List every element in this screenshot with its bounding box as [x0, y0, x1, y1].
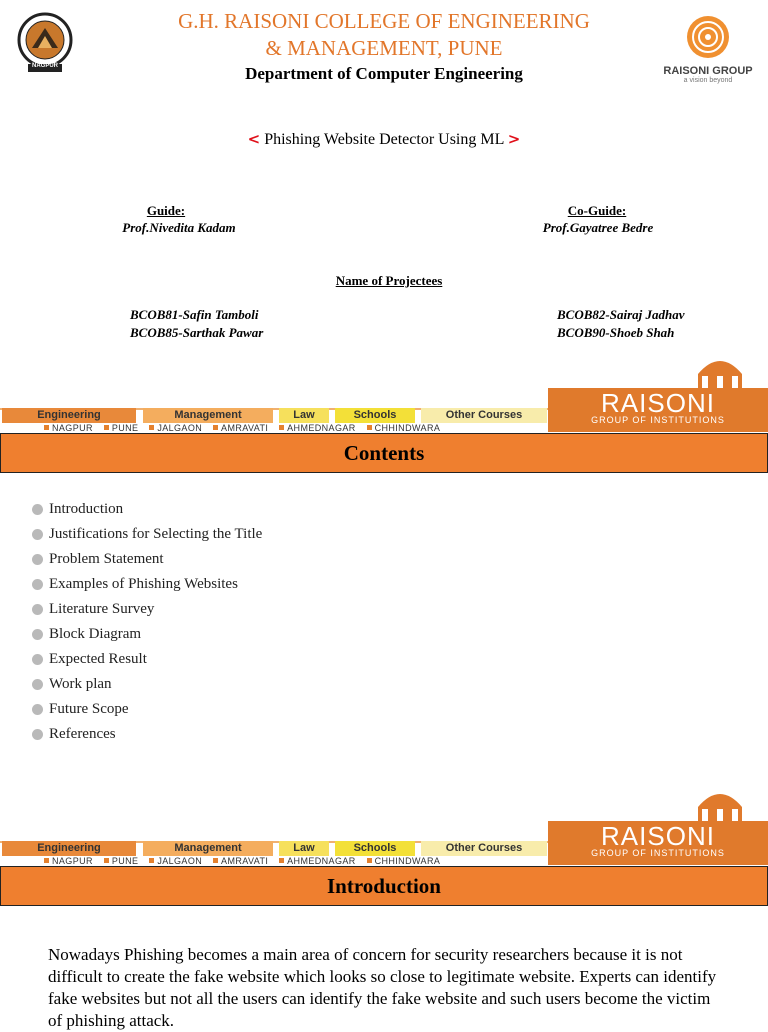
list-item — [32, 622, 262, 647]
close-angle: > — [507, 130, 521, 148]
list-item-label: Justifications for Selecting the Title — [49, 526, 263, 542]
list-item — [32, 597, 262, 622]
banner-tab-law: Law — [279, 841, 329, 856]
projectee-2: BCOB82-Sairaj Jadhav — [557, 307, 685, 322]
raisoni-banner — [0, 360, 768, 432]
raisoni-brand-sub: GROUP OF INSTITUTIONS — [591, 415, 725, 425]
banner-tab-other-courses: Other Courses — [421, 841, 547, 856]
open-angle: < — [247, 130, 261, 148]
dome-icon — [690, 783, 750, 823]
projectee-4: BCOB90-Shoeb Shah — [557, 325, 675, 340]
raisoni-banner — [0, 793, 768, 865]
college-title — [0, 8, 768, 62]
projectee-1: BCOB81-Safin Tamboli — [130, 307, 259, 322]
banner-tab-engineering: Engineering — [2, 841, 136, 856]
list-item — [32, 722, 262, 747]
banner-tab-engineering: Engineering — [2, 408, 136, 423]
list-item-label: Problem Statement — [49, 551, 164, 567]
raisoni-brand: RAISONI — [601, 821, 715, 851]
bullet-icon — [32, 579, 43, 590]
city: CHHINDWARA — [374, 423, 441, 433]
bullet-icon — [32, 729, 43, 740]
guide-label: Guide: — [146, 203, 186, 218]
introduction-body: Nowadays Phishing becomes a main area of concern for security researchers because it is not difficult to create the fake website which looks so close to legitimate website. Experts can identify fake websites but not all the users can identify the fake website and such users become the victim of phishing attack. — [48, 945, 717, 1030]
banner-tab-law: Law — [279, 408, 329, 423]
list-item-label: Introduction — [49, 501, 124, 517]
raisoni-group-name: RAISONI GROUP — [663, 65, 753, 77]
list-item-label: References — [49, 726, 116, 742]
list-item-label: Examples of Phishing Websites — [49, 576, 238, 592]
city: AHMEDNAGAR — [287, 423, 356, 433]
bullet-icon — [32, 704, 43, 715]
raisoni-brand-box — [548, 388, 768, 432]
bullet-icon — [32, 529, 43, 540]
city: NAGPUR — [52, 856, 93, 866]
city: NAGPUR — [52, 423, 93, 433]
bullet-icon — [32, 504, 43, 515]
list-item — [32, 697, 262, 722]
banner-tab-management: Management — [143, 408, 273, 423]
banner-cities — [36, 423, 440, 433]
project-title: Phishing Website Detector Using ML — [264, 131, 504, 148]
raisoni-brand-sub: GROUP OF INSTITUTIONS — [591, 848, 725, 858]
city: AHMEDNAGAR — [287, 856, 356, 866]
list-item — [32, 497, 262, 522]
contents-header: Contents — [0, 433, 768, 473]
bullet-icon — [32, 629, 43, 640]
list-item-label: Future Scope — [49, 701, 129, 717]
raisoni-brand-box — [548, 821, 768, 865]
banner-tab-schools: Schools — [335, 408, 415, 423]
banner-tab-management: Management — [143, 841, 273, 856]
city: AMRAVATI — [221, 856, 269, 866]
college-title-line1: G.H. RAISONI COLLEGE OF ENGINEERING — [178, 9, 590, 33]
list-item-label: Block Diagram — [49, 626, 142, 642]
city: CHHINDWARA — [374, 856, 441, 866]
college-title-line2: & MANAGEMENT, PUNE — [265, 36, 503, 60]
introduction-header: Introduction — [0, 866, 768, 906]
banner-tab-schools: Schools — [335, 841, 415, 856]
department-name: Department of Computer Engineering — [245, 64, 523, 83]
bullet-icon — [32, 604, 43, 615]
project-title-line — [0, 130, 768, 149]
bullet-icon — [32, 654, 43, 665]
list-item — [32, 672, 262, 697]
bullet-icon — [32, 679, 43, 690]
contents-list — [32, 497, 262, 747]
raisoni-group-tagline: a vision beyond — [683, 77, 733, 84]
list-item-label: Work plan — [49, 676, 112, 692]
bullet-icon — [32, 554, 43, 565]
list-item — [32, 547, 262, 572]
list-item — [32, 647, 262, 672]
seal-caption: NAGPUR — [31, 63, 58, 69]
list-item — [32, 572, 262, 597]
list-item-label: Literature Survey — [49, 601, 155, 617]
coguide-name: Prof.Gayatree Bedre — [542, 220, 654, 235]
list-item — [32, 522, 262, 547]
city: PUNE — [111, 423, 139, 433]
list-item-label: Expected Result — [49, 651, 147, 667]
city: JALGAON — [157, 856, 203, 866]
banner-cities — [36, 856, 440, 866]
guide-name: Prof.Nivedita Kadam — [122, 220, 236, 235]
city: PUNE — [111, 856, 139, 866]
city: JALGAON — [157, 423, 203, 433]
raisoni-brand: RAISONI — [601, 388, 715, 418]
projectees-label: Name of Projectees — [335, 273, 443, 288]
city: AMRAVATI — [221, 423, 269, 433]
coguide-label: Co-Guide: — [567, 203, 627, 218]
banner-tab-other-courses: Other Courses — [421, 408, 547, 423]
projectee-3: BCOB85-Sarthak Pawar — [130, 325, 264, 340]
dome-icon — [690, 350, 750, 390]
